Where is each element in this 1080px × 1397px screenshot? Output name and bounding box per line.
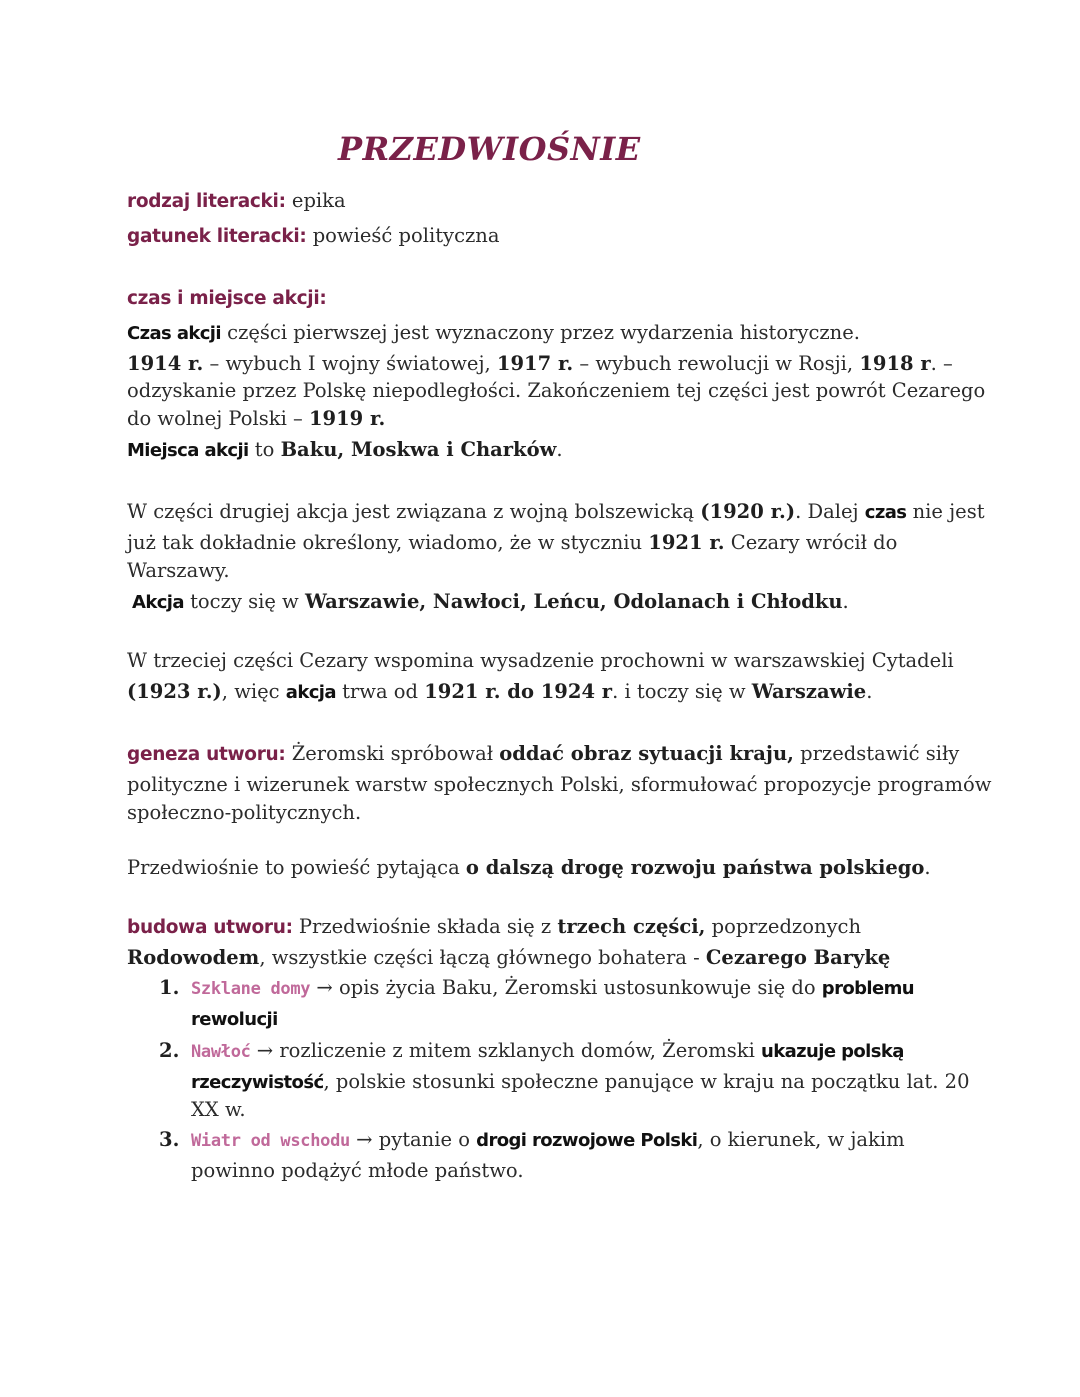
part3-line-2 [127, 678, 872, 707]
text: trwa od [335, 680, 425, 703]
year: 1914 r. [127, 352, 204, 375]
bold-text: Rodowodem [127, 946, 260, 969]
year: (1923 r.) [127, 680, 222, 703]
list-item [159, 974, 914, 1003]
list-number: 2. [159, 1039, 180, 1062]
part2-line-2 [127, 529, 897, 557]
text: Przedwiośnie składa się z [292, 915, 558, 938]
part2-line-1 [127, 498, 985, 527]
text: poprzedzonych [705, 915, 861, 938]
czas-heading [127, 284, 326, 313]
text: już tak dokładnie określony, wiadomo, że w styczniu [127, 531, 649, 554]
year: 1919 r. [308, 407, 386, 430]
year: 1921 r. [648, 531, 725, 554]
text: , wszystkie części łączą głównego bohatera - [259, 946, 706, 969]
year: 1918 r [859, 352, 931, 375]
text: polityczne i wizerunek warstw społecznych Polski, sformułować propozycje programów [127, 773, 992, 796]
text: , polskie stosunki społeczne panujące w kraju na początku lat. 20 [323, 1070, 970, 1093]
text: pytanie o [378, 1128, 477, 1151]
text: – wybuch rewolucji w Rosji, [573, 352, 860, 375]
part2-line-3 [127, 557, 230, 585]
part1-line-2 [127, 350, 953, 378]
text: . – [930, 352, 953, 375]
part1-line-5 [127, 436, 563, 465]
highlight-text: ukazuje polską [761, 1041, 904, 1062]
year-range: 1921 r. do 1924 r [424, 680, 613, 703]
places: Baku, Moskwa i Charków [280, 438, 557, 461]
gatunek-value: powieść polityczna [306, 224, 500, 247]
budowa-label: budowa utworu: [127, 917, 293, 938]
text: przedstawić siły [793, 742, 960, 765]
text: – wybuch I wojny światowej, [203, 352, 497, 375]
budowa-line-2 [127, 944, 890, 972]
text: . Dalej [795, 500, 865, 523]
highlight-text: czas [864, 502, 907, 523]
list-item-continuation [191, 1068, 969, 1097]
rodzaj-line [127, 187, 346, 216]
part3-line-1 [127, 647, 954, 675]
text: , więc [221, 680, 286, 703]
arrow: → [349, 1128, 379, 1151]
text: odzyskanie przez Polskę niepodległości. Zakończeniem tej części jest powrót Cezarego [127, 379, 986, 402]
arrow: → [310, 976, 339, 999]
year: 1917 r. [496, 352, 574, 375]
part1-line-3 [127, 377, 985, 405]
text: . [924, 856, 931, 879]
budowa-line-1 [127, 913, 861, 942]
part1-line-1 [127, 319, 860, 348]
text: opis życia Baku, Żeromski ustosunkowuje się do [338, 976, 822, 999]
highlight-text: rzeczywistość [191, 1072, 324, 1093]
text: nie jest [906, 500, 985, 523]
list-item-continuation [191, 1096, 246, 1124]
geneza-label: geneza utworu: [127, 744, 286, 765]
text: do wolnej Polski – [127, 407, 309, 430]
text: . i toczy się w [612, 680, 752, 703]
part-name: Szklane domy [191, 979, 311, 999]
text: Warszawy. [127, 559, 230, 582]
text: . [866, 680, 873, 703]
gatunek-label: gatunek literacki: [127, 226, 307, 247]
text: W części drugiej akcja jest związana z wojną bolszewicką [127, 500, 701, 523]
geneza-line-1 [127, 740, 959, 769]
czas-heading-label: czas i miejsce akcji: [127, 288, 327, 309]
text: społeczno-politycznych. [127, 801, 362, 824]
bold-text: oddać obraz sytuacji kraju, [499, 742, 794, 765]
part-name: Wiatr od wschodu [191, 1131, 350, 1151]
bold-text: trzech części, [557, 915, 706, 938]
bold-text: Cezarego Barykę [705, 946, 891, 969]
list-number: 3. [159, 1128, 180, 1151]
text: Żeromski spróbował [285, 742, 500, 765]
text: W trzeciej części Cezary wspomina wysadzenie prochowni w warszawskiej Cytadeli [127, 649, 954, 672]
text: Przedwiośnie to powieść pytająca [127, 856, 466, 879]
text: rozliczenie z mitem szklanych domów, Żeromski [279, 1039, 762, 1062]
list-item [159, 1037, 904, 1066]
places: Warszawie, Nawłoci, Leńcu, Odolanach i Chłodku [304, 590, 843, 613]
rodzaj-value: epika [285, 189, 346, 212]
part2-line-4 [132, 588, 849, 617]
year: (1920 r.) [700, 500, 796, 523]
text: powinno podążyć młode państwo. [191, 1159, 524, 1182]
pytajaca-line [127, 854, 931, 882]
text: toczy się w [183, 590, 305, 613]
text: części pierwszej jest wyznaczony przez wydarzenia historyczne. [220, 321, 860, 344]
geneza-line-2 [127, 771, 991, 799]
places: Warszawie [751, 680, 867, 703]
highlight-text: drogi rozwojowe Polski [476, 1130, 698, 1151]
text: to [248, 438, 281, 461]
highlight-text: rewolucji [191, 1009, 278, 1030]
bold-text: o dalszą drogę rozwoju państwa polskiego [465, 856, 925, 879]
text: . [556, 438, 563, 461]
rodzaj-label: rodzaj literacki: [127, 191, 286, 212]
gatunek-line [127, 222, 499, 251]
page-title: PRZEDWIOŚNIE [338, 130, 641, 168]
highlight-text: Miejsca akcji [127, 440, 249, 461]
text: XX w. [191, 1098, 246, 1121]
highlight-text: Akcja [132, 592, 184, 613]
arrow: → [250, 1039, 280, 1062]
highlight-text: akcja [285, 682, 336, 703]
part-name: Nawłoć [191, 1042, 251, 1062]
list-item-continuation [191, 1005, 278, 1034]
highlight-text: problemu [821, 978, 914, 999]
part1-line-4 [127, 405, 385, 433]
text: Cezary wrócił do [724, 531, 898, 554]
list-number: 1. [159, 976, 180, 999]
list-item [159, 1126, 905, 1155]
list-item-continuation [191, 1157, 524, 1185]
text: , o kierunek, w jakim [697, 1128, 905, 1151]
geneza-line-3 [127, 799, 361, 827]
highlight-text: Czas akcji [127, 323, 221, 344]
text: . [842, 590, 849, 613]
